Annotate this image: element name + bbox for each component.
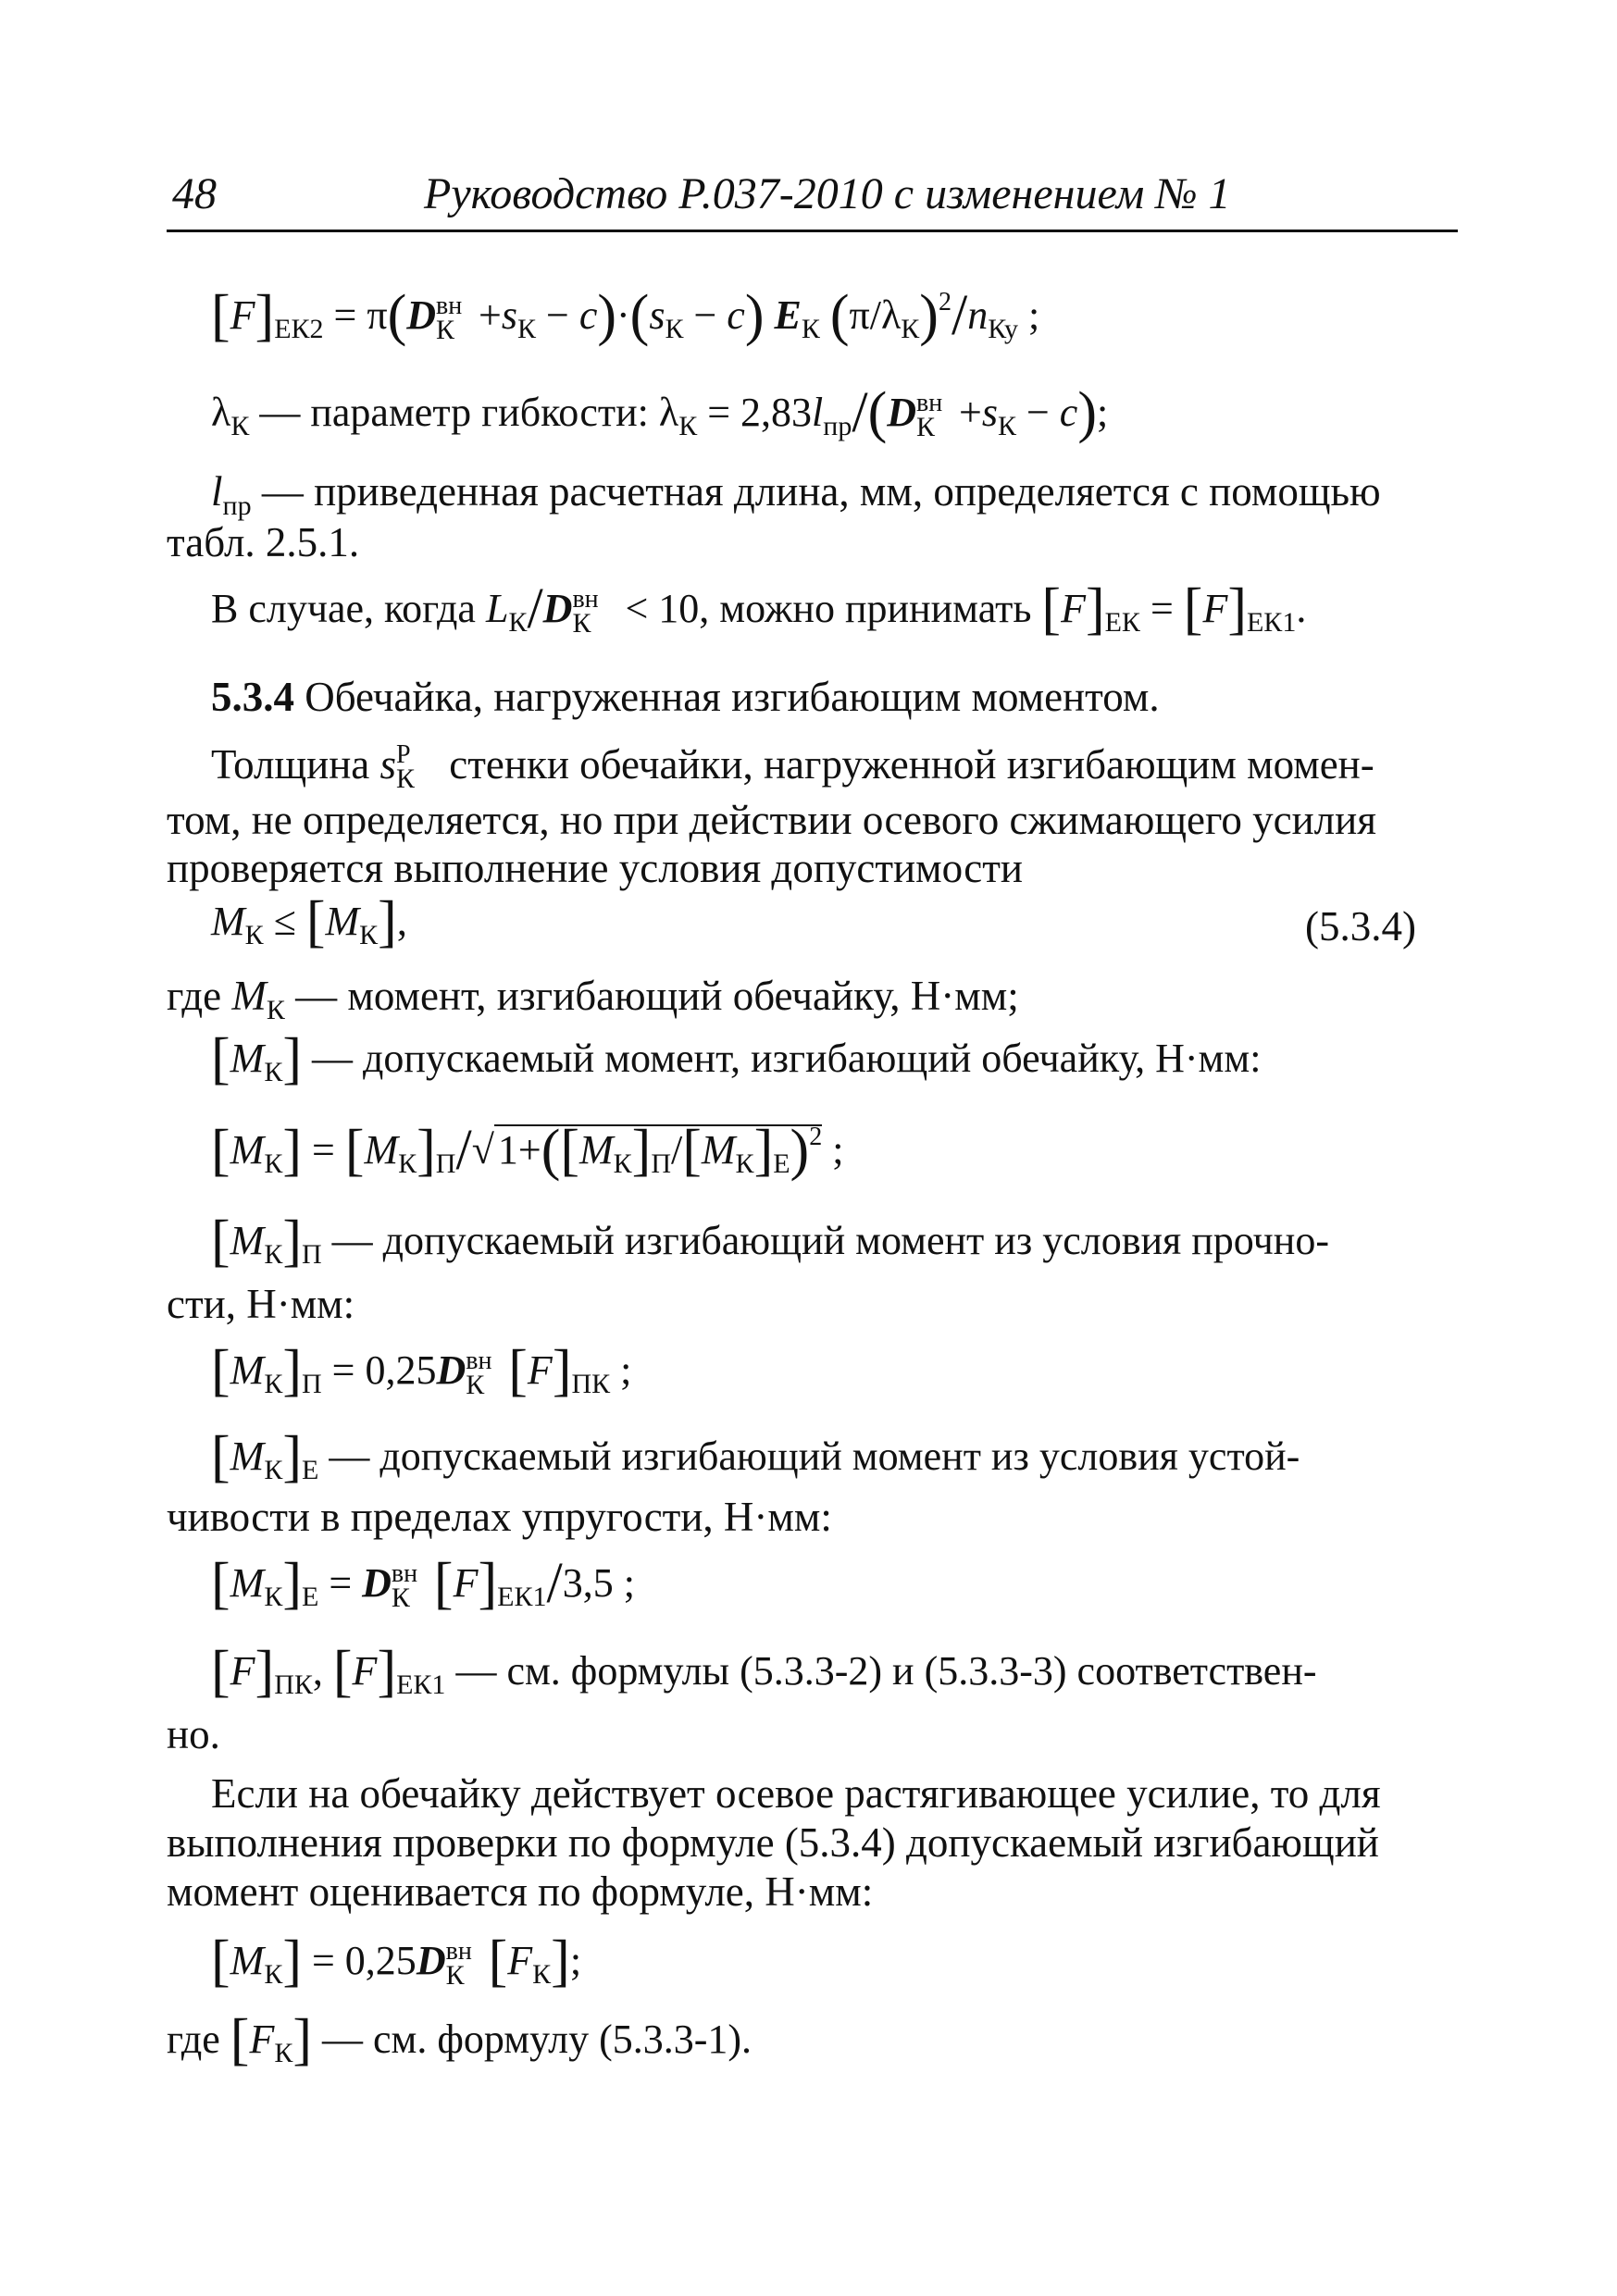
see-formulas-text: — см. формулы (5.3.3-2) и (5.3.3-3) соответствен- (455, 1648, 1317, 1694)
paragraph-1-line2: том, не определяется, но при действии осевого сжимающего усилия (167, 797, 1376, 843)
last-line: где $[F_К]$ — см. формулу (5.3.3-1). (167, 2008, 753, 2071)
header-title: Руководство Р.037-2010 с изменением № 1 (424, 169, 1231, 218)
formula-mkp: $[M_К]_П = 0,25D$ вн К $[F]_{ПК}$ ; (211, 1339, 632, 1402)
lpr-def-text: — приведенная расчетная длина, мм, определяется с помощью (261, 468, 1381, 515)
see-formulas-line2: но. (167, 1711, 220, 1757)
mkp-definition-line2: сти, Н·мм: (167, 1281, 355, 1327)
mke-definition-line1: $[M_К]_Е$ — допускаемый изгибающий момент из условия устой- (211, 1425, 1300, 1488)
where-word: где (167, 973, 222, 1019)
page-number: 48 (172, 169, 217, 218)
section-heading (211, 673, 1160, 721)
formula-mk: $[M_К] = [M_К]_П/√1+([M_К]_П/[M_К]_Е)^2$ ; (211, 1119, 844, 1182)
formula-inequality: $M_К \le [M_К]$, (211, 890, 407, 953)
mkp-definition-line1: $[M_К]_П$ — допускаемый изгибающий момент из условия прочно- (211, 1210, 1329, 1272)
formula-final: $[M_К] = 0,25D$ вн К $[F_К]$; (211, 1930, 582, 1992)
last-where-word: где (167, 2017, 220, 2062)
where-mk-line: где $M_К$ — момент, изгибающий обечайку, Н·мм; (167, 973, 1019, 1025)
p1-word: Толщина (211, 741, 370, 788)
lpr-definition-line1: $l_{пр}$ — приведенная расчетная длина, мм, определяется с помощью (211, 468, 1381, 521)
paragraph-1-line3: проверяется выполнение условия допустимости (167, 845, 1023, 891)
section-number: 5.3.4 (211, 674, 294, 720)
equation-number: (5.3.4) (1305, 903, 1416, 949)
formula-lambda: $\lambda_К$ — параметр гибкости: $\lambda_К = 2,83l_{пр}/(D$ вн К $+s_К - c$); (211, 381, 1109, 444)
case-line: В случае, когда $L_К/D$ вн К < 10, можно принимать $[F]_{ЕК} = [F]_{ЕК1}$. (211, 577, 1307, 640)
see-formulas-line1: $[F]_{ПК}$, $[F]_{ЕК1}$ — см. формулы (5.3.3-2) и (5.3.3-3) соответствен- (211, 1640, 1317, 1703)
mkp-def-text: — допускаемый изгибающий момент из условия прочно- (331, 1218, 1329, 1263)
running-header (167, 157, 1458, 231)
formula-f-ek2: $[F]_{ЕК2} = \pi(D$ вн К $+s_К - c)\cdot(s_К - c)$ $E_К$ $(\pi/\lambda_К)^2/n_{Ку}$ ; (211, 284, 1040, 347)
case-text-1: В случае, когда (211, 586, 476, 631)
paragraph-1-line1: Толщина s Р К стенки обечайки, нагруженной изгибающим момен- (211, 740, 1374, 794)
where-mk-text: — момент, изгибающий обечайку, Н·мм; (295, 973, 1019, 1019)
header-rule (167, 230, 1458, 232)
case-text-2: , можно принимать (699, 586, 1032, 631)
lpr-definition-line2: табл. 2.5.1. (167, 519, 360, 565)
mke-definition-line2: чивости в пределах упругости, Н·мм: (167, 1494, 832, 1540)
allow-mk-text: — допускаемый момент, изгибающий обечайку, Н·мм: (311, 1036, 1262, 1081)
p1-text: стенки обечайки, нагруженной изгибающим момен- (449, 741, 1374, 788)
last-see-text: — см. формулу (5.3.3-1). (322, 2017, 753, 2062)
paragraph-2-line3: момент оценивается по формуле, Н·мм: (167, 1868, 874, 1915)
allow-mk-line: $[M_К]$ — допускаемый момент, изгибающий обечайку, Н·мм: (211, 1027, 1262, 1090)
paragraph-2-line2: выполнения проверки по формуле (5.3.4) допускаемый изгибающий (167, 1819, 1379, 1866)
mke-def-text: — допускаемый изгибающий момент из условия устой- (329, 1433, 1300, 1479)
formula-mke: $[M_К]_Е = D$ вн К $[F]_{ЕК1}/3,5$ ; (211, 1552, 635, 1615)
paragraph-2-line1: Если на обечайку действует осевое растягивающее усилие, то для (211, 1770, 1381, 1817)
section-title: Обечайка, нагруженная изгибающим моментом. (305, 674, 1160, 720)
